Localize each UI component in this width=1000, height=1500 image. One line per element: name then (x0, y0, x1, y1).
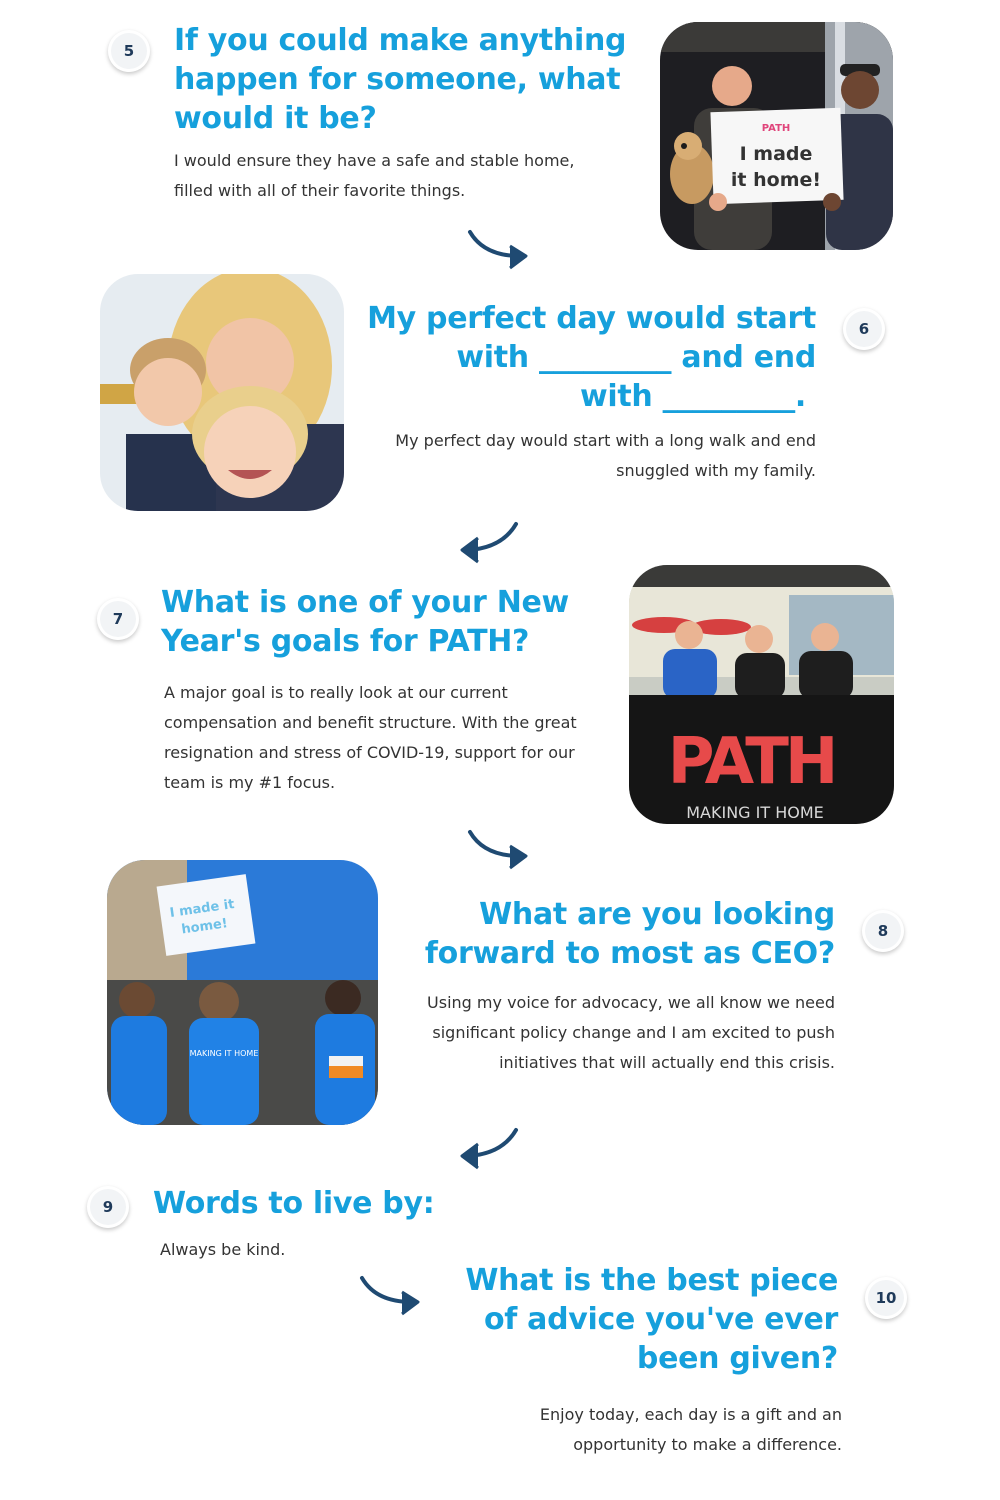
photo-man-with-dog-holding-sign (660, 22, 893, 250)
question-heading: What is the best piece of advice you've ever been given? (465, 1263, 838, 1376)
sign-text-line1: I made (739, 143, 813, 165)
question-heading: What are you looking forward to most as CEO? (424, 897, 835, 971)
answer-text: I would ensure they have a safe and stable home, filled with all of their favorite things. (174, 151, 575, 200)
photo-illustration (100, 274, 344, 511)
path-logo: PATH (667, 725, 835, 799)
step-number: 7 (112, 610, 124, 628)
sign-brand: PATH (761, 123, 791, 134)
photo-illustration (660, 22, 893, 250)
step-number: 9 (102, 1198, 114, 1216)
question-heading: What is one of your New Year's goals for PATH? (161, 585, 569, 659)
curved-arrow-left-icon (446, 516, 526, 576)
photo-family-selfie (100, 274, 344, 511)
step-number: 10 (875, 1289, 897, 1307)
photo-path-booth-staff (629, 565, 894, 824)
curved-arrow-right-icon (354, 1270, 434, 1330)
sign-text-line2: it home! (730, 169, 822, 191)
step-number: 5 (123, 42, 135, 60)
sign-text-line1: I made it (168, 897, 236, 921)
answer-text: Always be kind. (160, 1240, 286, 1259)
photo-illustration (107, 860, 378, 1125)
answer-text: Using my voice for advocacy, we all know we need significant policy change and I am excited to push initiatives that will actually end this crisis. (427, 993, 835, 1072)
step-number-badge (87, 1186, 129, 1228)
question-heading: If you could make anything happen for someone, what would it be? (174, 23, 627, 136)
question-heading (330, 299, 816, 416)
step-number-badge (843, 308, 885, 350)
question-line-3: with _________. (579, 379, 806, 414)
step-number: 8 (877, 922, 889, 940)
step-number-badge (108, 30, 150, 72)
curved-arrow-left-icon (446, 1122, 526, 1182)
curved-arrow-right-icon (462, 822, 542, 882)
answer-text: My perfect day would start with a long walk and end snuggled with my family. (395, 431, 816, 480)
photo-walk-participants (107, 860, 378, 1125)
curved-arrow-right-icon (462, 222, 542, 282)
path-tagline: MAKING IT HOME (686, 803, 824, 822)
answer-text: A major goal is to really look at our current compensation and benefit structure. With the great resignation and stress of COVID-19, support for our team is my #1 focus. (164, 683, 577, 792)
answer-text: Enjoy today, each day is a gift and an opportunity to make a difference. (539, 1405, 842, 1454)
question-heading: Words to live by: (153, 1186, 435, 1221)
step-number-badge (865, 1277, 907, 1319)
photo-illustration (629, 565, 894, 824)
step-number-badge (862, 910, 904, 952)
sign-text-line2: home! (180, 916, 229, 938)
step-number: 6 (858, 320, 870, 338)
question-line-2: with _________ and end (456, 340, 816, 375)
shirt-text: MAKING IT HOME (189, 1049, 259, 1058)
question-line-1: My perfect day would start (367, 301, 816, 336)
step-number-badge (97, 598, 139, 640)
